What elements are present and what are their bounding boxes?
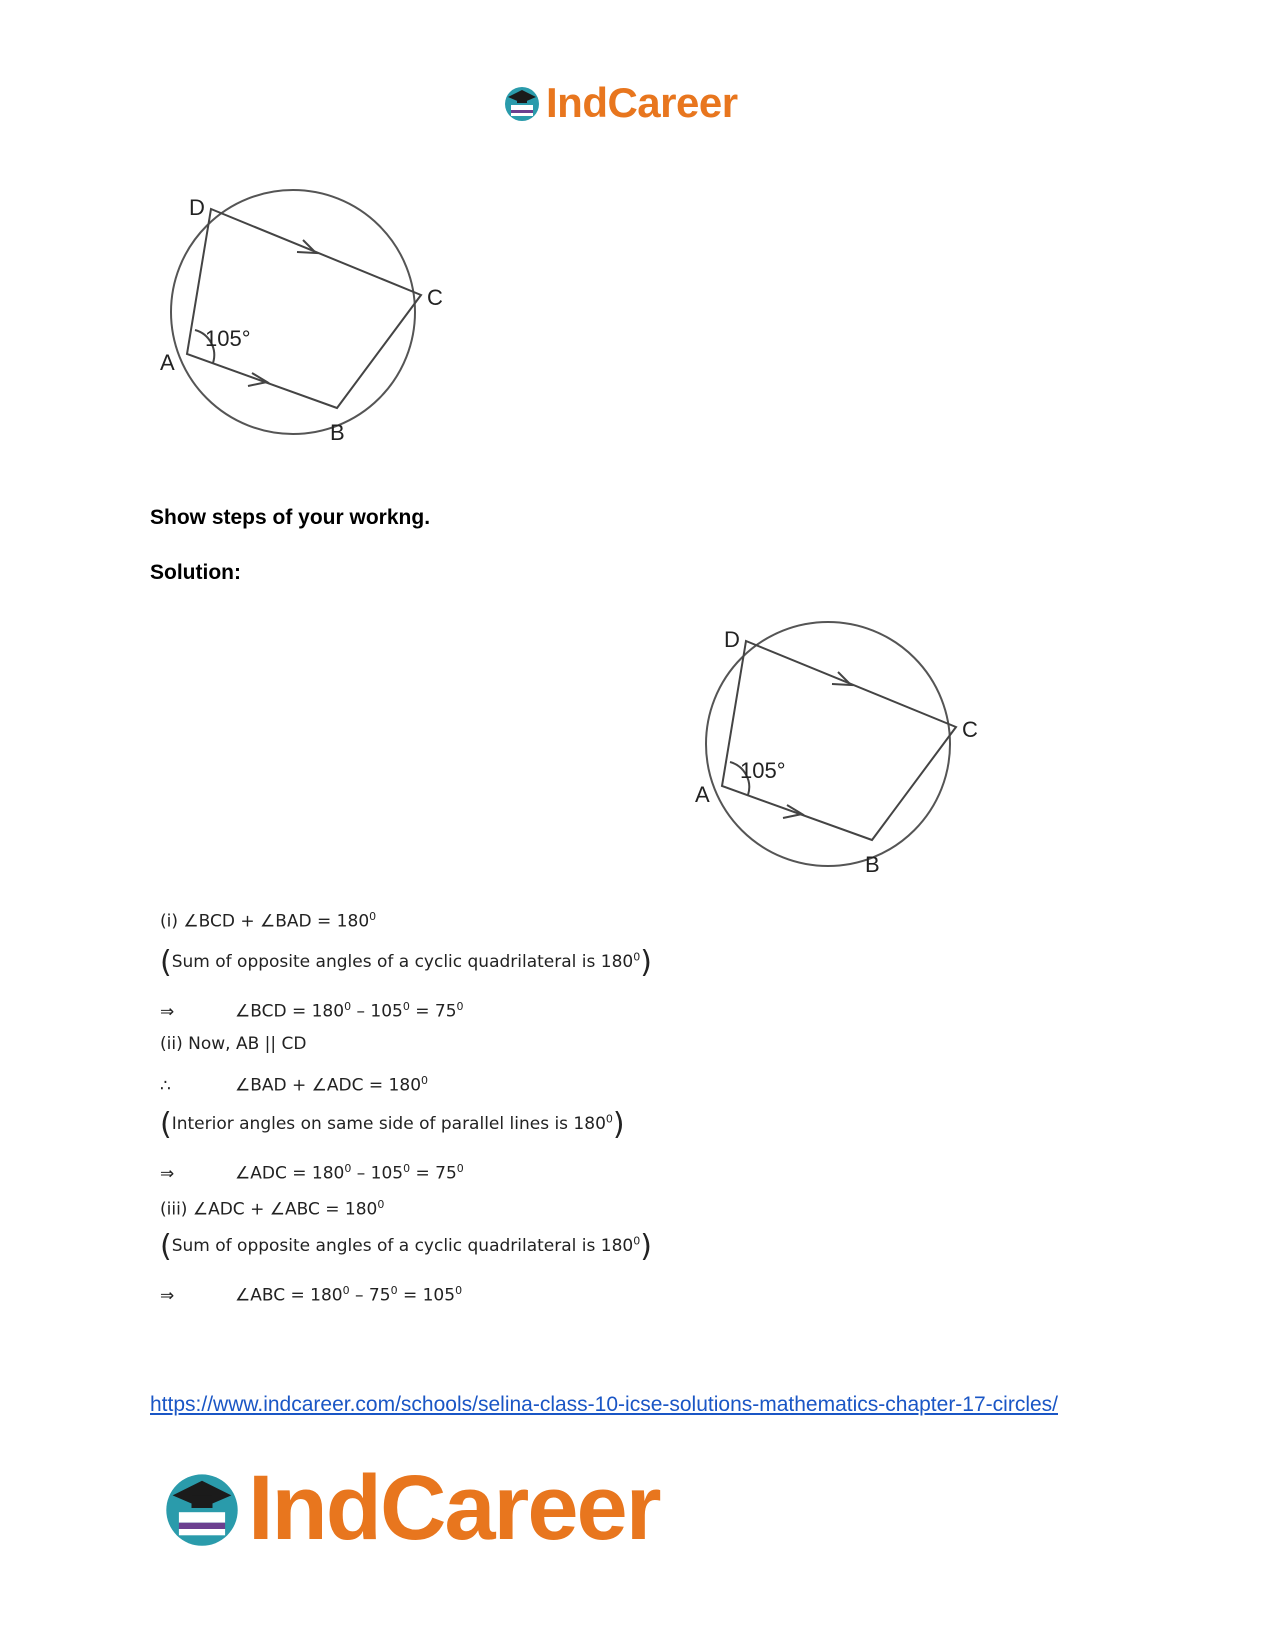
vertex-label-b: B [330, 420, 345, 445]
header-logo[interactable] [502, 80, 738, 126]
cyclic-quadrilateral-figure-question [155, 180, 470, 470]
step-line-4: (ii) Now, AB || CD [160, 1034, 307, 1054]
vertex-label-d: D [724, 627, 740, 652]
vertex-label-d: D [189, 195, 205, 220]
footer-logo[interactable] [160, 1456, 660, 1559]
logo-wordmark: IndCareer [546, 79, 738, 126]
reason-line-1: (Sum of opposite angles of a cyclic quadrilateral is $180^0$) [160, 945, 652, 980]
vertex-label-a: A [160, 350, 175, 375]
step-line-5: ∴ ∠BAD + ∠ADC = $180^0$ [160, 1074, 429, 1096]
vertex-label-c: C [962, 717, 978, 742]
reason-line-2: (Interior angles on same side of parallel lines is $180^0$) [160, 1107, 625, 1142]
angle-label: 105° [205, 326, 251, 351]
implies-icon: ⇒ [160, 1001, 175, 1022]
step-line-7: ⇒ ∠ADC = $180^0 - 105^0 = 75^0$ [160, 1162, 464, 1184]
question-instruction: Show steps of your workng. [150, 506, 431, 529]
therefore-icon: ∴ [160, 1075, 171, 1096]
implies-icon: ⇒ [160, 1163, 175, 1184]
source-link[interactable]: https://www.indcareer.com/schools/selina-class-10-icse-solutions-mathematics-chapter-17-circles/ [150, 1393, 1058, 1416]
step-line-10: ⇒ ∠ABC = $180^0 - 75^0 = 105^0$ [160, 1284, 463, 1306]
graduation-book-icon [502, 83, 542, 123]
solution-label: Solution: [150, 561, 241, 584]
step-line-8: (iii) ∠ADC + ∠ABC = $180^0$ [160, 1198, 385, 1220]
cyclic-quadrilateral-figure-solution [690, 612, 1005, 902]
reason-line-3: (Sum of opposite angles of a cyclic quadrilateral is $180^0$) [160, 1229, 652, 1264]
step-line-3: ⇒ ∠BCD = $180^0 - 105^0 = 75^0$ [160, 1000, 464, 1022]
vertex-label-b: B [865, 852, 880, 877]
implies-icon: ⇒ [160, 1285, 175, 1306]
logo-wordmark: IndCareer [248, 1456, 660, 1559]
angle-label: 105° [740, 758, 786, 783]
graduation-book-icon [160, 1466, 244, 1550]
vertex-label-c: C [427, 285, 443, 310]
vertex-label-a: A [695, 782, 710, 807]
step-line-1: (i) ∠BCD + ∠BAD = $180^0$ [160, 910, 377, 932]
